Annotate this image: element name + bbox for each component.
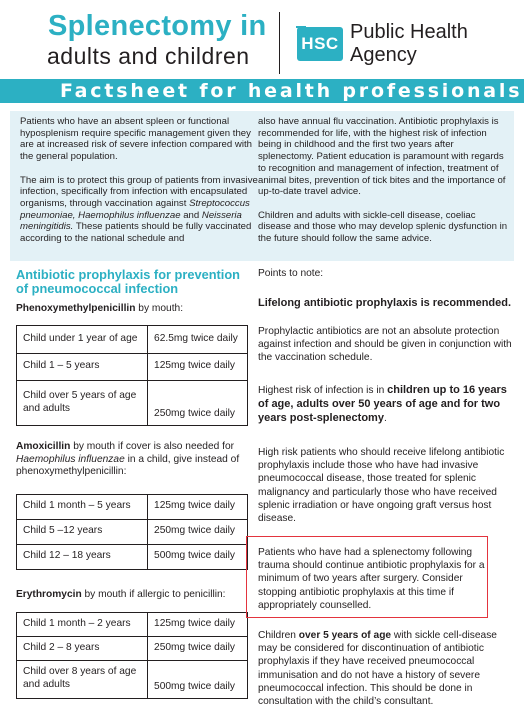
- intro-right-column: [258, 116, 510, 256]
- points-to-note-label: Points to note:: [258, 268, 324, 279]
- agency-line1: Public Health: [350, 21, 468, 43]
- table-row: Child under 1 year of age 62.5mg twice daily: [17, 326, 248, 354]
- intro-paragraph-2: The aim is to protect this group of patients from invasive infection, specifically from infection with encapsulated organisms, through vaccination against Streptococcus pneumoniae, Haemophilus influenzae and Neisseria meningitidis. These patients should be fully vaccinated according to the national schedule and: [20, 174, 258, 245]
- table-row: Child over 5 years of age and adults 250mg twice daily: [17, 381, 248, 426]
- factsheet-banner: Factsheet for health professionals: [0, 79, 524, 103]
- amoxicillin-table: [16, 494, 248, 570]
- table-row: Child 1 month – 5 years 125mg twice daily: [17, 495, 248, 520]
- agency-name: [350, 21, 468, 67]
- intro-box: [10, 111, 514, 261]
- hsc-logo: HSC: [297, 27, 343, 61]
- table-row: Child 1 month – 2 years 125mg twice daily: [17, 613, 248, 637]
- phenoxymethylpenicillin-label: Phenoxymethylpenicillin by mouth:: [16, 303, 184, 314]
- erythromycin-table: [16, 612, 248, 699]
- trauma-note: Patients who have had a splenectomy following trauma should continue antibiotic prophylaxis for a minimum of two years after surgery. Consider stopping antibiotic prophylaxis at this time if appropriately counselled.: [258, 547, 485, 611]
- high-risk-patients-note: High risk patients who should receive lifelong antibiotic prophylaxis include those who have had invasive pneumococcal disease, those treated for splenic malignancy and particularly those who have received splenic irradiation or have ongoing graft versus host disease.: [258, 447, 505, 525]
- table-row: Child 5 –12 years 250mg twice daily: [17, 520, 248, 545]
- intro-paragraph-4: Children and adults with sickle-cell disease, coeliac disease and those who may develop splenic dysfunction in the future should follow the same advice.: [258, 209, 508, 245]
- lifelong-note: Lifelong antibiotic prophylaxis is recommended.: [258, 297, 512, 309]
- table-row: Child 12 – 18 years 500mg twice daily: [17, 545, 248, 570]
- sickle-cell-children-note: Children over 5 years of age with sickle cell-disease may be considered for discontinuation of antibiotic prophylaxis if they have received pneumococcal immunisation and do not have a history of severe pneumococcal infection. This should be done in consultation with the child’s consultant.: [258, 630, 497, 708]
- section-heading: Antibiotic prophylaxis for prevention of pneumococcal infection: [16, 267, 240, 296]
- intro-paragraph-1: Patients who have an absent spleen or functional hyposplenism require specific management given they are at increased risk of severe infection compared with the general population.: [20, 116, 252, 163]
- table-row: Child 2 – 8 years 250mg twice daily: [17, 637, 248, 661]
- amoxicillin-label: Amoxicillin by mouth if cover is also needed for Haemophilus influenzae in a child, give instead of phenoxymethylpenicillin:: [16, 441, 240, 478]
- intro-paragraph-3: also have annual flu vaccination. Antibiotic prophylaxis is recommended for life, with the highest risk of infection being in childhood and the first two years after splenectomy. Patient education is paramount with regards to recognition and management of infection, treatment of animal bites, prevention of tick bites and the importance of up-to-date travel advice.: [258, 116, 506, 198]
- intro-left-column: [20, 116, 258, 256]
- header-divider: [279, 12, 280, 74]
- phenoxymethylpenicillin-table: [16, 325, 248, 426]
- document-title: Splenectomy in: [48, 10, 267, 42]
- document-subtitle: adults and children: [47, 43, 250, 69]
- erythromycin-label: Erythromycin by mouth if allergic to penicillin:: [16, 589, 226, 600]
- prophylactic-note: Prophylactic antibiotics are not an absolute protection against infection and should be given in conjunction with the vaccination schedule.: [258, 326, 512, 364]
- agency-line2: Agency: [350, 44, 417, 66]
- highest-risk-note: Highest risk of infection is in children up to 16 years of age, adults over 50 years of age and for two years post-splenectomy.: [258, 384, 507, 425]
- table-row: Child 1 – 5 years 125mg twice daily: [17, 354, 248, 381]
- table-row: Child over 8 years of age and adults 500mg twice daily: [17, 661, 248, 699]
